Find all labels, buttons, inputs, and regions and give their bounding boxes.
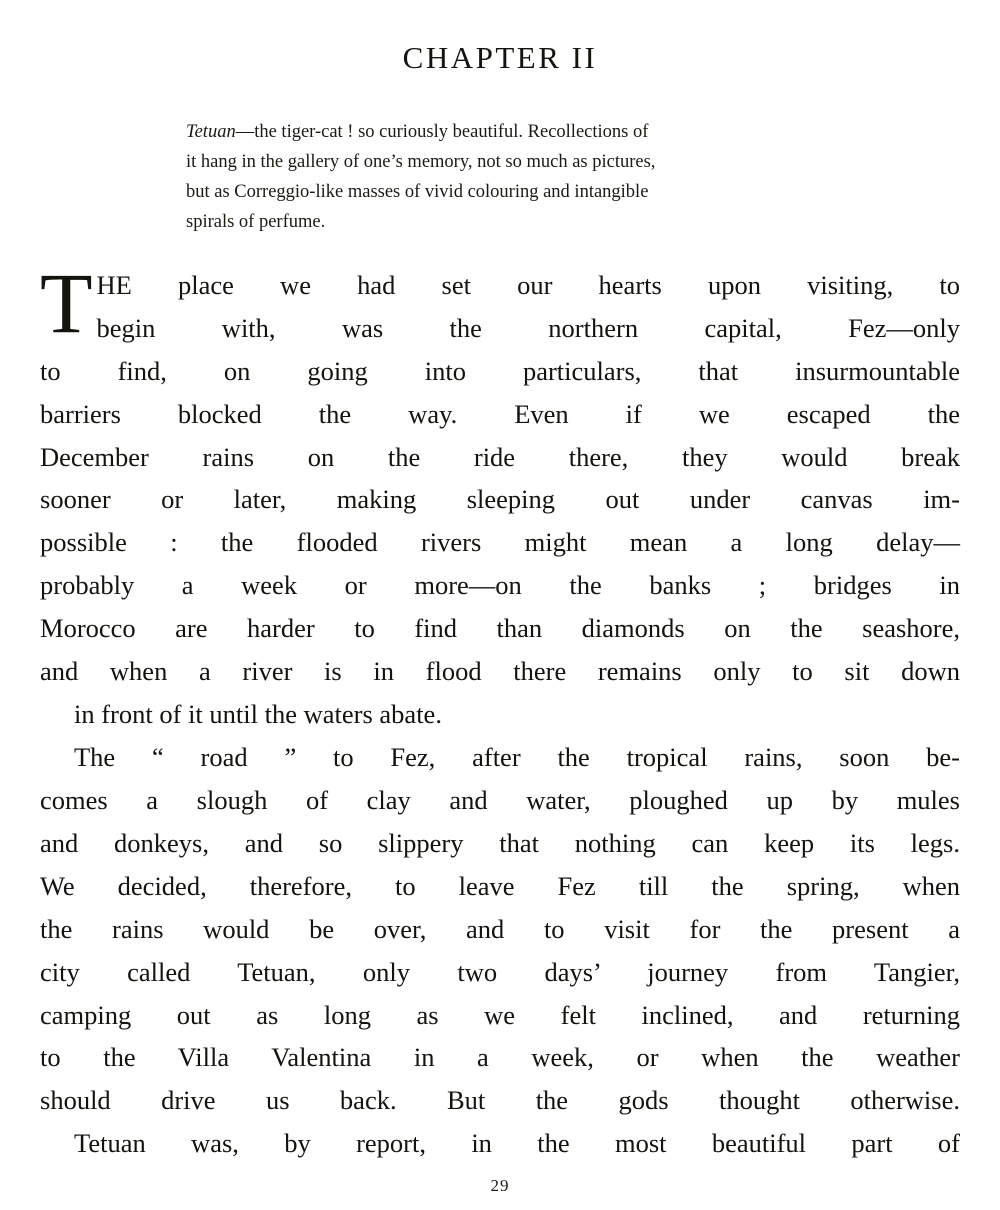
text-line	[40, 736, 960, 779]
document-page	[0, 40, 1000, 1210]
text-line	[40, 693, 960, 736]
text-line: to find, on going into particulars, that insurmountable	[40, 355, 960, 386]
text-line-content: in front of it until the waters abate.	[74, 699, 442, 730]
page-title: CHAPTER II	[402, 40, 598, 75]
paragraph-1	[40, 254, 960, 736]
text-line: barriers blocked the way. Even if we escaped the	[40, 398, 960, 429]
text-line: December rains on the ride there, they would break	[40, 441, 960, 472]
text-line: comes a slough of clay and water, ploughed up by mules	[40, 784, 960, 815]
text-line: and donkeys, and so slippery that nothing can keep its legs.	[40, 827, 960, 858]
text-line: begin with, was the northern capital, Fez—only	[96, 312, 960, 343]
page-number: 29	[490, 1176, 510, 1195]
text-line: possible : the flooded rivers might mean a long delay—	[40, 527, 960, 558]
text-line: sooner or later, making sleeping out under canvas im-	[40, 484, 960, 515]
paragraph-3	[40, 1122, 960, 1165]
text-line: city called Tetuan, only two days’ journey from Tangier,	[40, 956, 960, 987]
text-line: Morocco are harder to find than diamonds on the seashore,	[40, 613, 960, 644]
epigraph	[122, 118, 878, 238]
body-text	[40, 254, 960, 1165]
text-line: probably a week or more—on the banks ; bridges in	[40, 570, 960, 601]
text-line: We decided, therefore, to leave Fez till the spring, when	[40, 870, 960, 901]
text-line	[40, 1122, 960, 1165]
epigraph-line: it hang in the gallery of one’s memory, not so much as pictures,	[186, 151, 656, 172]
text-line: to the Villa Valentina in a week, or when the weather	[40, 1042, 960, 1073]
text-line: HE place we had set our hearts upon visiting, to	[96, 269, 960, 300]
text-line: should drive us back. But the gods thought otherwise.	[40, 1085, 960, 1116]
epigraph-line: but as Correggio-like masses of vivid colouring and intangible	[186, 181, 649, 202]
epigraph-line: —the tiger-cat ! so curiously beautiful. Recollections of	[235, 122, 649, 142]
epigraph-line: spirals of perfume.	[186, 211, 326, 232]
drop-cap: T	[40, 254, 93, 351]
text-line: and when a river is in flood there remains only to sit down	[40, 656, 960, 687]
epigraph-italic-lead: Tetuan	[186, 122, 236, 142]
text-line-content: The “ road ” to Fez, after the tropical rains, soon be-	[74, 742, 960, 773]
text-line: camping out as long as we felt inclined, and returning	[40, 999, 960, 1030]
text-line-content: Tetuan was, by report, in the most beautiful part of	[74, 1128, 960, 1159]
paragraph-2	[40, 736, 960, 1122]
text-line: the rains would be over, and to visit for the present a	[40, 913, 960, 944]
